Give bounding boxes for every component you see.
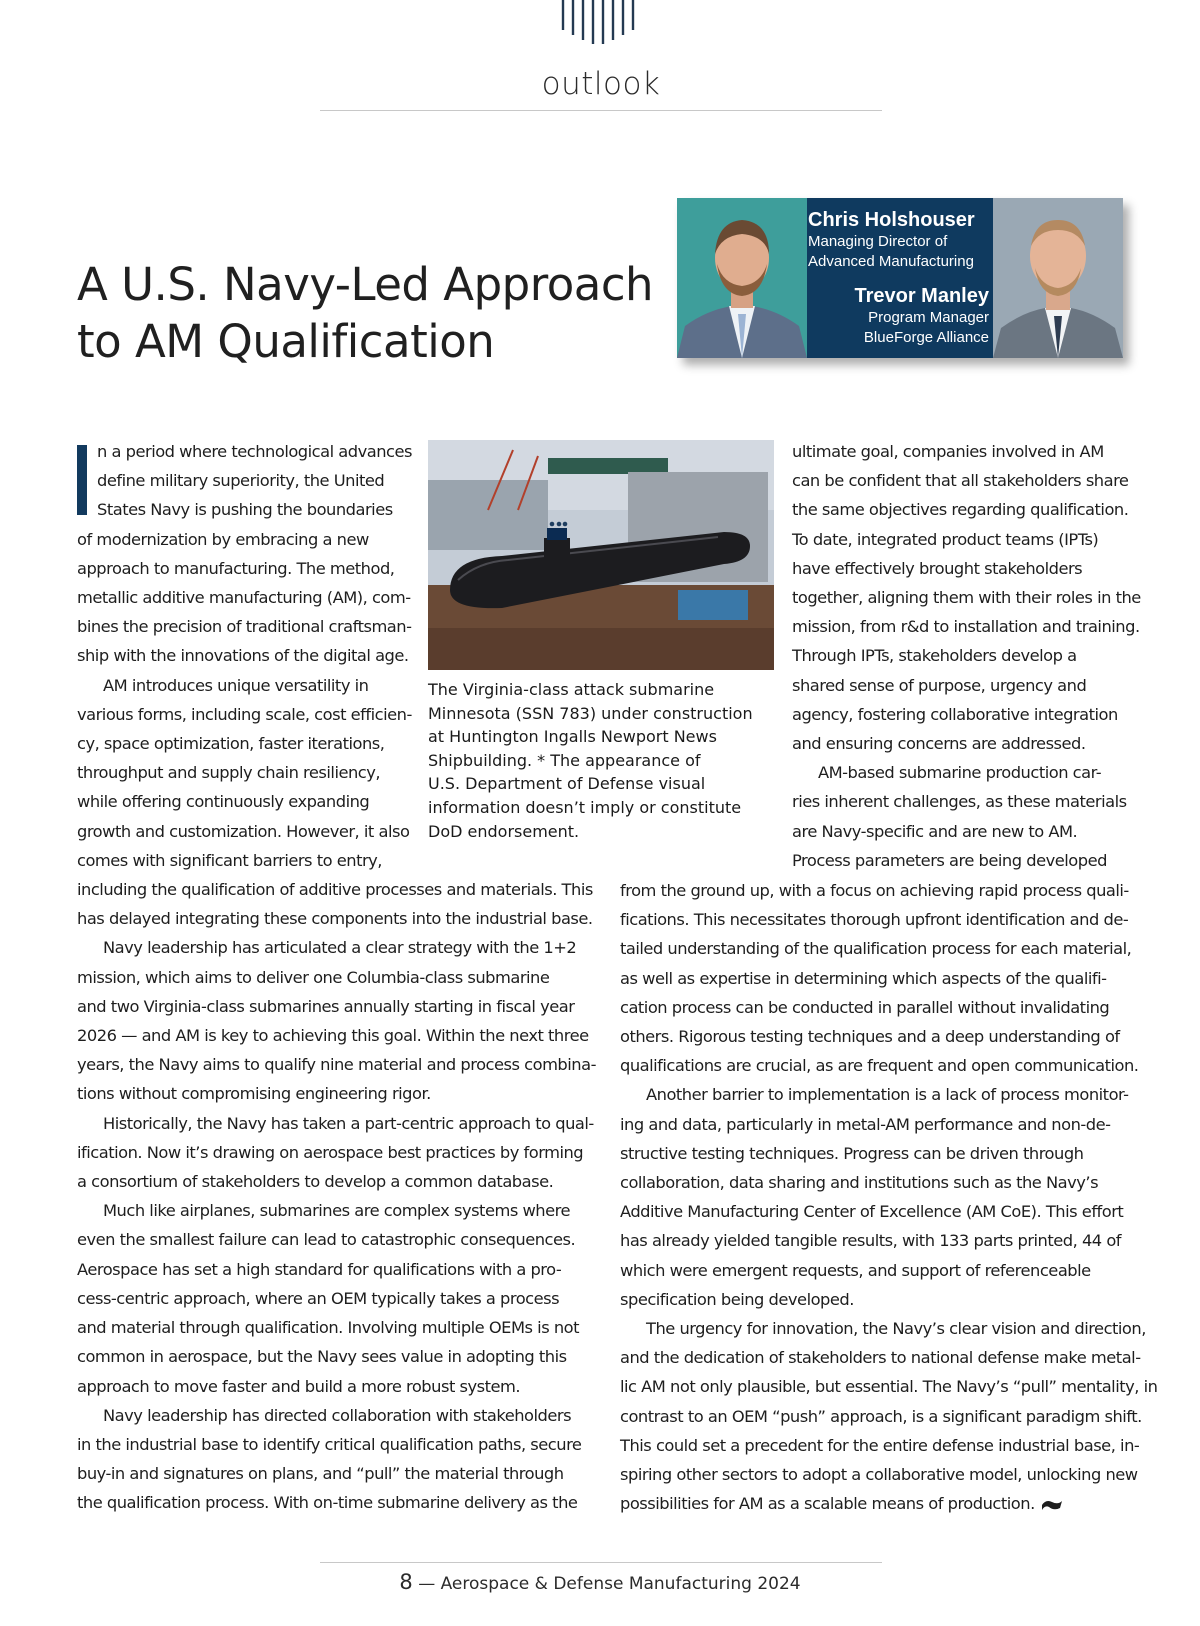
- text-line: ship with the innovations of the digital age.: [77, 646, 409, 666]
- author-portrait-holshouser: [677, 198, 807, 358]
- caption-line: information doesn’t imply or constitute: [428, 797, 742, 817]
- text-line: even the smallest failure can lead to catastrophic consequences.: [77, 1230, 576, 1250]
- text-line: spiring other sectors to adopt a collaborative model, unlocking new: [620, 1465, 1138, 1485]
- author-role: Program Manager: [868, 309, 989, 326]
- author-role: Advanced Manufacturing: [808, 253, 974, 270]
- text-line: lic AM not only plausible, but essential. The Navy’s “pull” mentality, in: [620, 1377, 1158, 1397]
- text-line: has delayed integrating these components into the industrial base.: [77, 909, 593, 929]
- text-line: mission, which aims to deliver one Columbia-class submarine: [77, 967, 550, 987]
- text-line: Another barrier to implementation is a lack of process monitor-: [646, 1085, 1129, 1105]
- author-card: [677, 198, 1123, 358]
- text-line: shared sense of purpose, urgency and: [792, 675, 1087, 695]
- text-line: cation process can be conducted in parallel without invalidating: [620, 997, 1110, 1017]
- text-line: define military superiority, the United: [97, 471, 385, 491]
- section-label: outlook: [541, 66, 661, 102]
- text-line: ing and data, particularly in metal-AM performance and non-de-: [620, 1114, 1111, 1134]
- article-column-3: [792, 437, 1141, 875]
- header-divider: [320, 110, 882, 111]
- text-line: can be confident that all stakeholders share: [792, 471, 1129, 491]
- article-title: [77, 256, 677, 370]
- text-line: and ensuring concerns are addressed.: [792, 734, 1086, 754]
- footer-separator: —: [418, 1574, 436, 1594]
- text-line: AM introduces unique versatility in: [103, 675, 369, 695]
- text-line: agency, fostering collaborative integration: [792, 704, 1118, 724]
- text-line: has already yielded tangible results, with 133 parts printed, 44 of: [620, 1231, 1122, 1251]
- footer-divider: [320, 1562, 882, 1563]
- text-line: the same objectives regarding qualification.: [792, 500, 1129, 520]
- text-line: of modernization by embracing a new: [77, 529, 369, 549]
- text-line: throughput and supply chain resiliency,: [77, 763, 381, 783]
- text-line: and the dedication of stakeholders to national defense make metal-: [620, 1348, 1141, 1368]
- text-line: as well as expertise in determining which aspects of the qualifi-: [620, 968, 1107, 988]
- author-role: BlueForge Alliance: [863, 329, 989, 346]
- text-line: structive testing techniques. Progress can be driven through: [620, 1143, 1084, 1163]
- text-line: cy, space optimization, faster iterations,: [77, 734, 385, 754]
- text-line: contrast to an OEM “push” approach, is a significant paradigm shift.: [620, 1406, 1142, 1426]
- text-line: approach to manufacturing. The method,: [77, 558, 395, 578]
- author-name: Trevor Manley: [854, 285, 989, 307]
- text-line: various forms, including scale, cost efficien-: [77, 704, 412, 724]
- text-line: mission, from r&d to installation and training.: [792, 617, 1140, 637]
- photo-caption: [428, 678, 778, 843]
- text-line: metallic additive manufacturing (AM), com-: [77, 588, 411, 608]
- author-name: Chris Holshouser: [808, 209, 975, 231]
- text-line: ification. Now it’s drawing on aerospace best practices by forming: [77, 1142, 584, 1162]
- text-line: To date, integrated product teams (IPTs): [792, 529, 1099, 549]
- text-line: collaboration, data sharing and institutions such as the Navy’s: [620, 1173, 1099, 1193]
- end-of-article-icon: [1040, 1498, 1064, 1512]
- text-line: Navy leadership has directed collaboration with stakeholders: [103, 1405, 572, 1425]
- text-line: fications. This necessitates thorough upfront identification and de-: [620, 910, 1129, 930]
- text-line: Process parameters are being developed: [792, 850, 1107, 870]
- page-footer: [0, 1570, 1200, 1594]
- text-line: others. Rigorous testing techniques and a deep understanding of: [620, 1027, 1120, 1047]
- vertical-stripes-icon: [558, 0, 640, 46]
- author-block-1: [808, 208, 975, 272]
- page-number: 8: [399, 1570, 413, 1594]
- caption-line: at Huntington Ingalls Newport News: [428, 727, 717, 747]
- text-line: together, aligning them with their roles in the: [792, 588, 1141, 608]
- text-line: Much like airplanes, submarines are complex systems where: [103, 1201, 570, 1221]
- text-line: the qualification process. With on-time submarine delivery as the: [77, 1493, 578, 1513]
- text-line: 2026 — and AM is key to achieving this goal. Within the next three: [77, 1026, 589, 1046]
- text-line: Historically, the Navy has taken a part-centric approach to qual-: [103, 1113, 594, 1133]
- text-line: Aerospace has set a high standard for qualifications with a pro-: [77, 1259, 562, 1279]
- text-line: ries inherent challenges, as these materials: [792, 792, 1127, 812]
- text-line: growth and customization. However, it also: [77, 821, 410, 841]
- text-line: Through IPTs, stakeholders develop a: [792, 646, 1077, 666]
- submarine-photo: [428, 440, 774, 670]
- text-line: States Navy is pushing the boundaries: [97, 500, 393, 520]
- text-line: and two Virginia-class submarines annually starting in fiscal year: [77, 996, 575, 1016]
- text-line: AM-based submarine production car-: [818, 763, 1102, 783]
- text-line: which were emergent requests, and support of referenceable: [620, 1260, 1091, 1280]
- text-line: Additive Manufacturing Center of Excellence (AM CoE). This effort: [620, 1202, 1124, 1222]
- title-line-1: A U.S. Navy-Led Approach: [77, 258, 654, 311]
- text-line: qualifications are crucial, as are frequent and open communication.: [620, 1056, 1139, 1076]
- text-line: from the ground up, with a focus on achieving rapid process quali-: [620, 881, 1129, 900]
- text-line: bines the precision of traditional craftsman-: [77, 617, 412, 637]
- author-portrait-manley: [993, 198, 1123, 358]
- text-line: cess-centric approach, where an OEM typically takes a process: [77, 1288, 560, 1308]
- text-line: possibilities for AM as a scalable means of production.: [620, 1489, 1157, 1518]
- caption-line: U.S. Department of Defense visual: [428, 774, 706, 794]
- author-role: Managing Director of: [808, 233, 948, 250]
- text-line: have effectively brought stakeholders: [792, 558, 1083, 578]
- text-line: ultimate goal, companies involved in AM: [792, 442, 1104, 461]
- text-line: years, the Navy aims to qualify nine material and process combina-: [77, 1055, 596, 1075]
- text-line: tions without compromising engineering rigor.: [77, 1084, 431, 1104]
- caption-line: The Virginia-class attack submarine: [428, 680, 715, 699]
- publication-name: Aerospace & Defense Manufacturing 2024: [440, 1574, 801, 1594]
- text-line: specification being developed.: [620, 1289, 854, 1309]
- caption-line: Minnesota (SSN 783) under construction: [428, 703, 753, 723]
- title-line-2: to AM Qualification: [77, 315, 495, 368]
- caption-line: Shipbuilding. * The appearance of: [428, 750, 701, 770]
- text-line: including the qualification of additive processes and materials. This: [77, 880, 593, 900]
- caption-line: DoD endorsement.: [428, 821, 580, 841]
- text-line: buy-in and signatures on plans, and “pull” the material through: [77, 1464, 564, 1484]
- text-line: in the industrial base to identify critical qualification paths, secure: [77, 1434, 582, 1454]
- text-line: n a period where technological advances: [97, 442, 412, 461]
- article-column-2: [620, 876, 1157, 1518]
- text-line: Navy leadership has articulated a clear strategy with the 1+2: [103, 938, 577, 958]
- text-line: are Navy-specific and are new to AM.: [792, 821, 1078, 841]
- text-line: tailed understanding of the qualification process for each material,: [620, 939, 1132, 959]
- text-line: This could set a precedent for the entire defense industrial base, in-: [620, 1435, 1140, 1455]
- text-line: while offering continuously expanding: [77, 792, 370, 812]
- author-block-2: [854, 284, 989, 348]
- text-line: common in aerospace, but the Navy sees value in adopting this: [77, 1347, 567, 1367]
- text-line: approach to move faster and build a more robust system.: [77, 1376, 521, 1396]
- text-line: a consortium of stakeholders to develop a common database.: [77, 1172, 554, 1192]
- text-line: and material through qualification. Involving multiple OEMs is not: [77, 1318, 580, 1338]
- text-line: The urgency for innovation, the Navy’s clear vision and direction,: [646, 1319, 1146, 1339]
- text-line: comes with significant barriers to entry,: [77, 850, 382, 870]
